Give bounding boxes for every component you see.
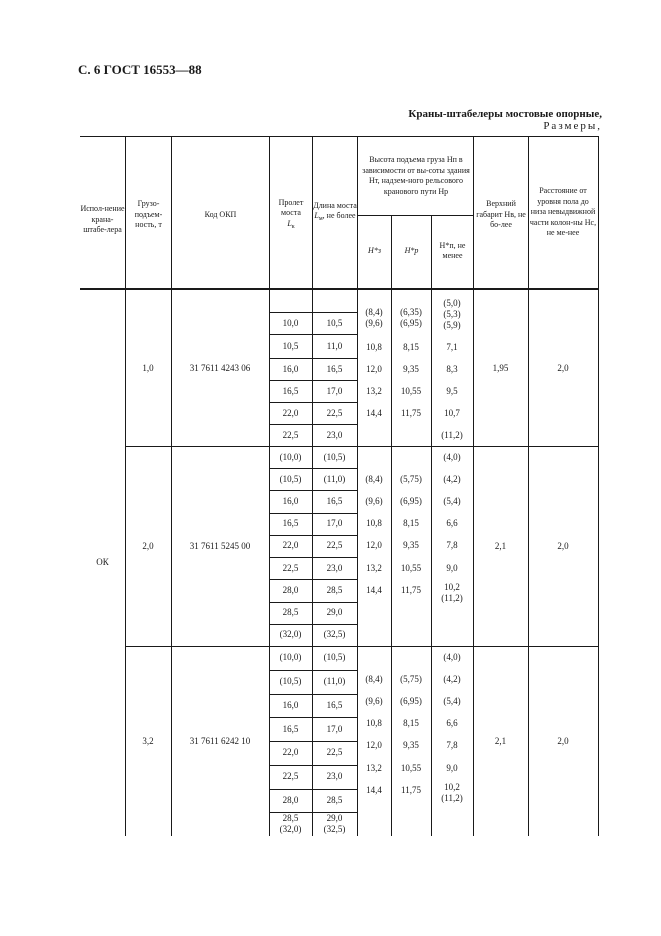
header-length-label: Длина моста [313,200,357,210]
table-rule [269,789,357,790]
hz-value: 12,0 [366,740,382,751]
span-value: 10,5 [282,340,299,351]
header-floor-distance: Расстояние от уровня пола до низа невыдвижной части колон-ны Hс, не ме-нее [529,186,597,238]
table-rule [269,490,357,491]
capacity-value: 3,2 [142,735,154,746]
hz-value: 12,0 [366,540,382,551]
table-rule [269,741,357,742]
hz-value: (9,6) [365,695,383,706]
hp-value: 9,5 [446,385,458,396]
hz-value: 10,8 [366,718,382,729]
hr-value: 10,55 [400,562,422,573]
length-value: 29,0 [326,607,343,618]
header-length [313,185,357,240]
table-rule [269,812,357,813]
table-rule [269,513,357,514]
hp-value: 10,2 (11,2) [441,782,463,804]
top-gabarit-value: 2,1 [494,540,507,551]
hp-value: 10,2 (11,2) [441,582,463,604]
span-value: 22,5 [282,429,299,440]
header-capacity: Грузо-подъем-ность, т [134,199,163,230]
table-title: Краны-штабелеры мостовые опорные, [408,108,602,120]
length-value: 16,5 [326,699,343,710]
hp-value: (4,0) [443,651,461,662]
span-value: 22,0 [282,747,299,758]
hz-value: 10,8 [366,518,382,529]
span-value: (32,0) [279,629,302,640]
length-value: (11,0) [323,676,346,687]
header-span [270,190,312,240]
hr-value: (6,95) [400,495,422,506]
hr-value: 9,35 [403,740,419,751]
length-value: 22,5 [326,540,343,551]
length-value: 23,0 [326,562,343,573]
hz-value: 13,2 [366,385,382,396]
span-value: 22,5 [282,771,299,782]
hp-value: (11,2) [441,429,463,440]
span-value: 10,0 [282,317,299,328]
span-value: 22,5 [282,562,299,573]
length-value: 28,5 [326,584,343,595]
floor-distance-value: 2,0 [557,362,569,373]
table-rule [269,535,357,536]
span-value: 16,5 [282,723,299,734]
length-value: 17,0 [326,385,343,396]
capacity-value: 2,0 [142,540,154,551]
header-hz: H*з [368,245,381,255]
table-rule [269,358,357,359]
table-rule [269,312,357,313]
length-value: (10,5) [323,451,346,462]
hr-value: 8,15 [403,341,419,352]
header-execution: Испол-нение крана-штабе-лера [80,204,125,235]
table-rule [598,136,599,836]
length-value: 11,0 [326,340,343,351]
hr-value: 11,75 [401,784,421,795]
hz-value: (8,4) [365,673,383,684]
hz-value: 12,0 [366,363,382,374]
hp-value: (5,0) (5,3) (5,9) [443,297,461,330]
length-value: (11,0) [323,473,346,484]
span-value: 22,0 [282,540,299,551]
table-rule [269,424,357,425]
span-value: (10,5) [279,473,302,484]
table-rule [431,215,432,288]
hz-value: 13,2 [366,562,382,573]
length-value: (32,5) [323,629,346,640]
table-rule [269,670,357,671]
length-value: 17,0 [326,723,343,734]
hz-value: (9,6) [365,495,383,506]
hr-value: 8,15 [403,718,419,729]
table-rule [269,334,357,335]
table-rule [391,215,392,288]
floor-distance-value: 2,0 [557,735,569,746]
length-value: 16,5 [326,363,343,374]
header-top-gabarit: Верхний габарит Hв, не бо-лее [476,199,526,230]
floor-distance-value: 2,0 [557,540,569,551]
hp-value: 7,8 [446,740,458,751]
hr-value: (6,95) [400,695,422,706]
hr-value: 9,35 [403,540,419,551]
length-value: 22,5 [326,747,343,758]
hp-value: 10,7 [444,407,460,418]
hp-value: 7,8 [446,540,458,551]
length-value: 23,0 [326,429,343,440]
hz-value: 14,4 [366,784,382,795]
header-hp: H*п, не менее [439,240,466,260]
table-rule [269,468,357,469]
length-value: 10,5 [326,317,343,328]
hp-value: 9,0 [446,562,458,573]
span-value: 16,5 [282,518,299,529]
hp-value: 7,1 [446,341,458,352]
span-value: (10,0) [279,652,302,663]
hz-value: 10,8 [366,341,382,352]
hp-value: 6,6 [446,518,458,529]
hr-value: 10,55 [400,385,422,396]
span-value: (10,5) [279,676,302,687]
table-rule [357,215,473,216]
span-value: 28,5 [282,607,299,618]
table-rule [80,136,599,137]
hp-value: (5,4) [443,495,461,506]
hr-value: (6,35) (6,95) [400,307,422,328]
hp-value: (5,4) [443,695,461,706]
hz-value: 14,4 [366,407,382,418]
top-gabarit-value: 2,1 [494,735,507,746]
hp-value: 8,3 [446,363,458,374]
table-rule [269,380,357,381]
table-rule [269,717,357,718]
hz-value: (8,4) [365,473,383,484]
span-value: 16,0 [282,496,299,507]
hr-value: (5,75) [400,673,422,684]
hr-value: 10,55 [400,762,422,773]
hp-value: (4,2) [443,673,461,684]
length-value: 16,5 [326,496,343,507]
length-value: (10,5) [323,652,346,663]
table-rule [269,579,357,580]
span-value: 28,0 [282,584,299,595]
length-value: 17,0 [326,518,343,529]
hz-value: 13,2 [366,762,382,773]
hp-value: 6,6 [446,718,458,729]
hp-value: (4,2) [443,473,461,484]
hp-value: 9,0 [446,762,458,773]
length-value: 29,0 (32,5) [323,813,346,835]
hr-value: 11,75 [401,584,421,595]
okp-code: 31 7611 6242 10 [189,735,251,746]
capacity-value: 1,0 [142,362,154,373]
table-rule [269,402,357,403]
table-subtitle: Размеры, [543,120,602,132]
hz-value: 14,4 [366,584,382,595]
span-value: (10,0) [279,451,302,462]
okp-code: 31 7611 5245 00 [189,540,251,551]
span-value: 16,0 [282,699,299,710]
span-value: 28,5 (32,0) [279,813,302,835]
okp-code: 31 7611 4243 06 [189,362,251,373]
header-hr: H*р [404,245,419,255]
table-rule [269,624,357,625]
hp-value: (4,0) [443,451,461,462]
hr-value: 9,35 [403,363,419,374]
header-span-symbol: $L_к$ [287,218,295,230]
length-value: 22,5 [326,407,343,418]
page-header: С. 6 ГОСТ 16553—88 [78,62,202,77]
top-gabarit-value: 1,95 [492,362,509,373]
header-lift-group: Высота подъема груза Hп в зависимости от вы-соты здания Hт, надзем-ного рельсового кранового пути Hр [362,155,470,196]
header-okp: Код ОКП [204,209,237,219]
length-value: 23,0 [326,771,343,782]
hr-value: 8,15 [403,518,419,529]
header-length-symbol: $L_м$, не более [314,211,356,222]
span-value: 16,0 [282,363,299,374]
table-rule [269,765,357,766]
hz-value: (8,4) (9,6) [365,307,383,328]
hr-value: (5,75) [400,473,422,484]
table-rule [269,557,357,558]
span-value: 28,0 [282,794,299,805]
execution-value: ОК [96,556,109,567]
hr-value: 11,75 [401,407,421,418]
length-value: 28,5 [326,794,343,805]
span-value: 22,0 [282,407,299,418]
header-span-label: Пролет моста [278,197,304,218]
span-value: 16,5 [282,385,299,396]
table-rule [269,694,357,695]
table-rule [269,602,357,603]
